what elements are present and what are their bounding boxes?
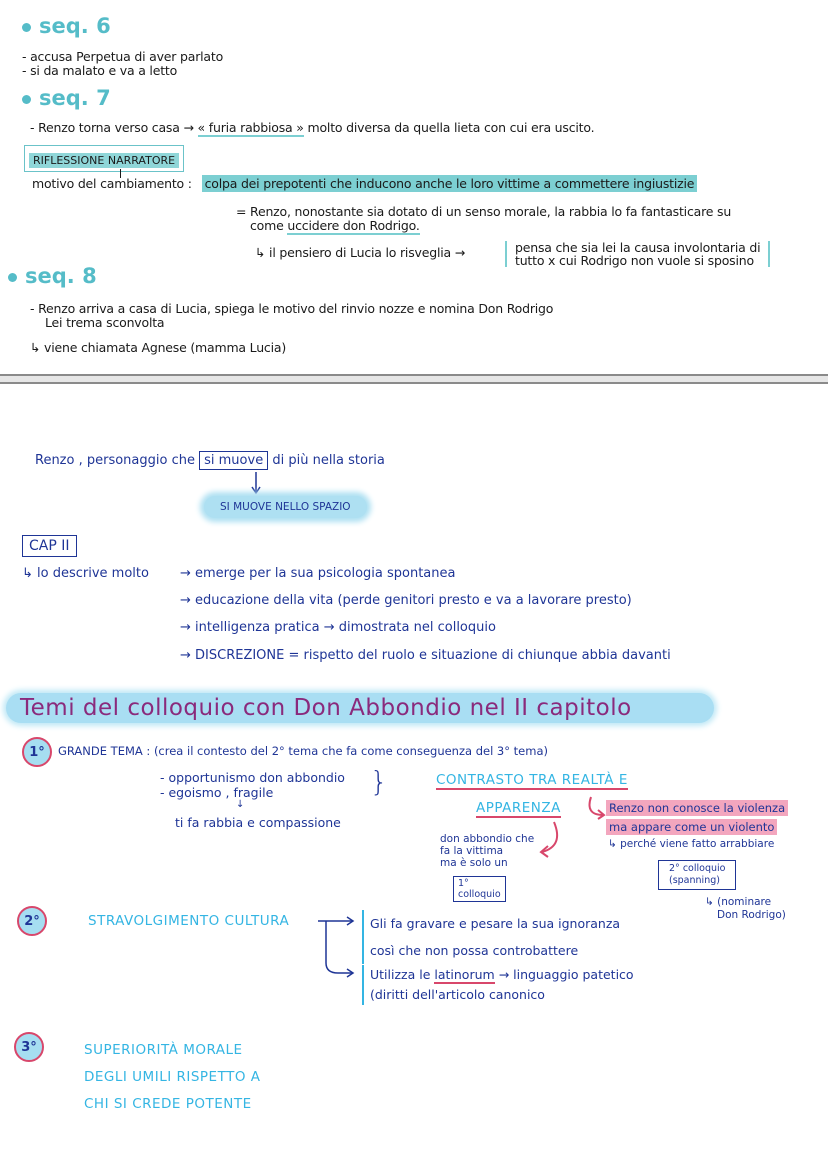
nominare-note [705,896,786,922]
arrow-down-icon: ↓ [236,799,245,810]
contrast-heading-2-text: APPARENZA [476,800,561,816]
theme-2-branch-1 [362,910,620,964]
seq8-line-1: - Renzo arriva a casa di Lucia, spiega le motivo del rinvio nozze e nomina Don Rodrigo [30,301,554,316]
arrow-right-icon: → [183,120,194,135]
theme-2-badge: 2° [17,906,47,936]
abbondio-note-line-2: fa la vittima [440,845,504,857]
seq8-heading-text: seq. 8 [25,264,97,288]
contrast-heading-2 [476,800,561,816]
contrast-heading-1 [436,772,628,788]
chapter-item-2: → educazione della vita (perde genitori presto e va a lavorare presto) [180,593,632,608]
seq7-quote: « furia rabbiosa » [197,120,304,135]
branch-1-line-2: così che non possa controbattere [370,943,579,958]
branch-2-prefix: Utilizza le [370,967,431,982]
theme-3-badge: 3° [14,1032,44,1062]
latinorum-underlined: latinorum [434,967,495,982]
theme-3-line-3: CHI SI CREDE POTENTE [84,1096,252,1112]
seq6-heading [22,14,111,38]
bullet-dot-icon [8,273,17,282]
bullet-dot-icon [22,23,31,32]
seq7-heading-text: seq. 7 [39,86,111,110]
seq7-line-1 [30,120,594,135]
narrator-reflection-label: RIFLESSIONE NARRATORE [29,153,179,168]
seq8-line-2: Lei trema sconvolta [45,315,165,330]
theme-1-label: GRANDE TEMA : (crea il contesto del 2° tema che fa come conseguenza del 3° tema) [58,744,548,758]
pink-note-2-text: ma appare come un violento [606,819,777,835]
second-colloquio-sub: (spanning) [669,875,720,886]
motivo-label: motivo del cambiamento : [32,176,192,191]
branch-arrows-icon [318,915,358,985]
seq8-heading [8,264,97,288]
curly-brace-icon: } [370,765,388,798]
narrator-reflection-box [24,145,184,172]
eq-line2-underlined: uccidere don Rodrigo. [287,218,420,233]
theme-2-label: STRAVOLGIMENTO CULTURA [88,913,290,929]
bullet-dot-icon [22,95,31,104]
theme-2-branch-2 [362,965,634,1005]
motivo-line [32,176,697,191]
branch-2-line-1 [370,965,634,985]
chapter-intro: ↳ lo descrive molto [22,566,149,581]
renzo-eq-line-2 [250,218,420,233]
lucia-line [255,245,465,260]
branch-2-line-2: (diritti dell'articolo canonico [370,987,545,1002]
contrast-heading-1-text: CONTRASTO TRA REALTÀ E [436,772,628,788]
renzo-character-line [35,453,385,468]
arrow-down-icon [250,472,262,496]
abbondio-note-line-3: ma è solo un [440,857,508,869]
seq7-line1-prefix: - Renzo torna verso casa [30,120,180,135]
branch-2-suffix: → linguaggio patetico [498,967,634,982]
lucia-bracket-line-2: tutto x cui Rodrigo non vuole si sposino [515,253,754,268]
moves-in-space-highlight: SI MUOVE NELLO SPAZIO [204,496,367,518]
seq6-heading-text: seq. 6 [39,14,111,38]
second-colloquio-label: 2° colloquio [669,863,726,874]
seq7-line1-suffix: molto diversa da quella lieta con cui era uscito. [307,120,595,135]
renzo-boxed-word: si muove [199,451,268,470]
pink-note-2 [606,816,777,835]
seq6-line-2: - si da malato e va a letto [22,63,178,78]
section-title: Temi del colloquio con Don Abbondio nel II capitolo [6,693,714,723]
first-colloquio-box [453,876,506,902]
chapter-item-4: → DISCREZIONE = rispetto del ruolo e situazione di chiunque abbia davanti [180,648,671,663]
chapter-item-3: → intelligenza pratica → dimostrata nel colloquio [180,620,496,635]
nominare-note-line-1: ↳ (nominare [705,896,772,908]
theme-1-result: ti fa rabbia e compassione [175,815,341,830]
chapter-box: CAP II [22,535,77,557]
abbondio-note [440,833,534,869]
page-divider [0,374,828,384]
theme-1-point-2: - egoismo , fragile [160,785,274,800]
eq-line2-prefix: come [250,218,284,233]
first-colloquio-number: 1° [458,878,469,889]
theme-3-line-1: SUPERIORITÀ MORALE [84,1042,243,1058]
theme-3-text [84,1037,261,1118]
chapter-item-1: → emerge per la sua psicologia spontanea [180,566,456,581]
perche-note: ↳ perché viene fatto arrabbiare [608,838,775,850]
nominare-note-line-2: Don Rodrigo) [717,909,786,921]
first-colloquio-label: colloquio [458,889,501,900]
lucia-bracket-note [505,241,770,267]
seq8-line-3: ↳ viene chiamata Agnese (mamma Lucia) [30,340,287,355]
pink-note-1-text: Renzo non conosce la violenza [606,800,788,816]
motivo-highlight: colpa dei prepotenti che inducono anche le loro vittime a commettere ingiustizie [202,175,698,192]
theme-1-badge: 1° [22,737,52,767]
renzo-eq-line-1: = Renzo, nonostante sia dotato di un senso morale, la rabbia lo fa fantasticare su [236,204,732,219]
seq6-line-1: - accusa Perpetua di aver parlato [22,49,224,64]
pink-note-1 [606,797,788,816]
second-colloquio-box [658,860,736,890]
lucia-line-text: ↳ il pensiero di Lucia lo risveglia [255,245,451,260]
curved-arrow-icon [538,822,564,858]
renzo-line-prefix: Renzo , personaggio che [35,453,195,468]
branch-1-line-1: Gli fa gravare e pesare la sua ignoranza [370,916,621,931]
renzo-line-suffix: di più nella storia [272,453,385,468]
arrow-right-icon: → [454,245,466,260]
seq7-heading [22,86,111,110]
theme-3-line-2: DEGLI UMILI RISPETTO A [84,1069,261,1085]
lucia-bracket-line-1: pensa che sia lei la causa involontaria di [515,240,761,255]
theme-1-point-1: - opportunismo don abbondio [160,770,345,785]
abbondio-note-line-1: don abbondio che [440,833,535,845]
